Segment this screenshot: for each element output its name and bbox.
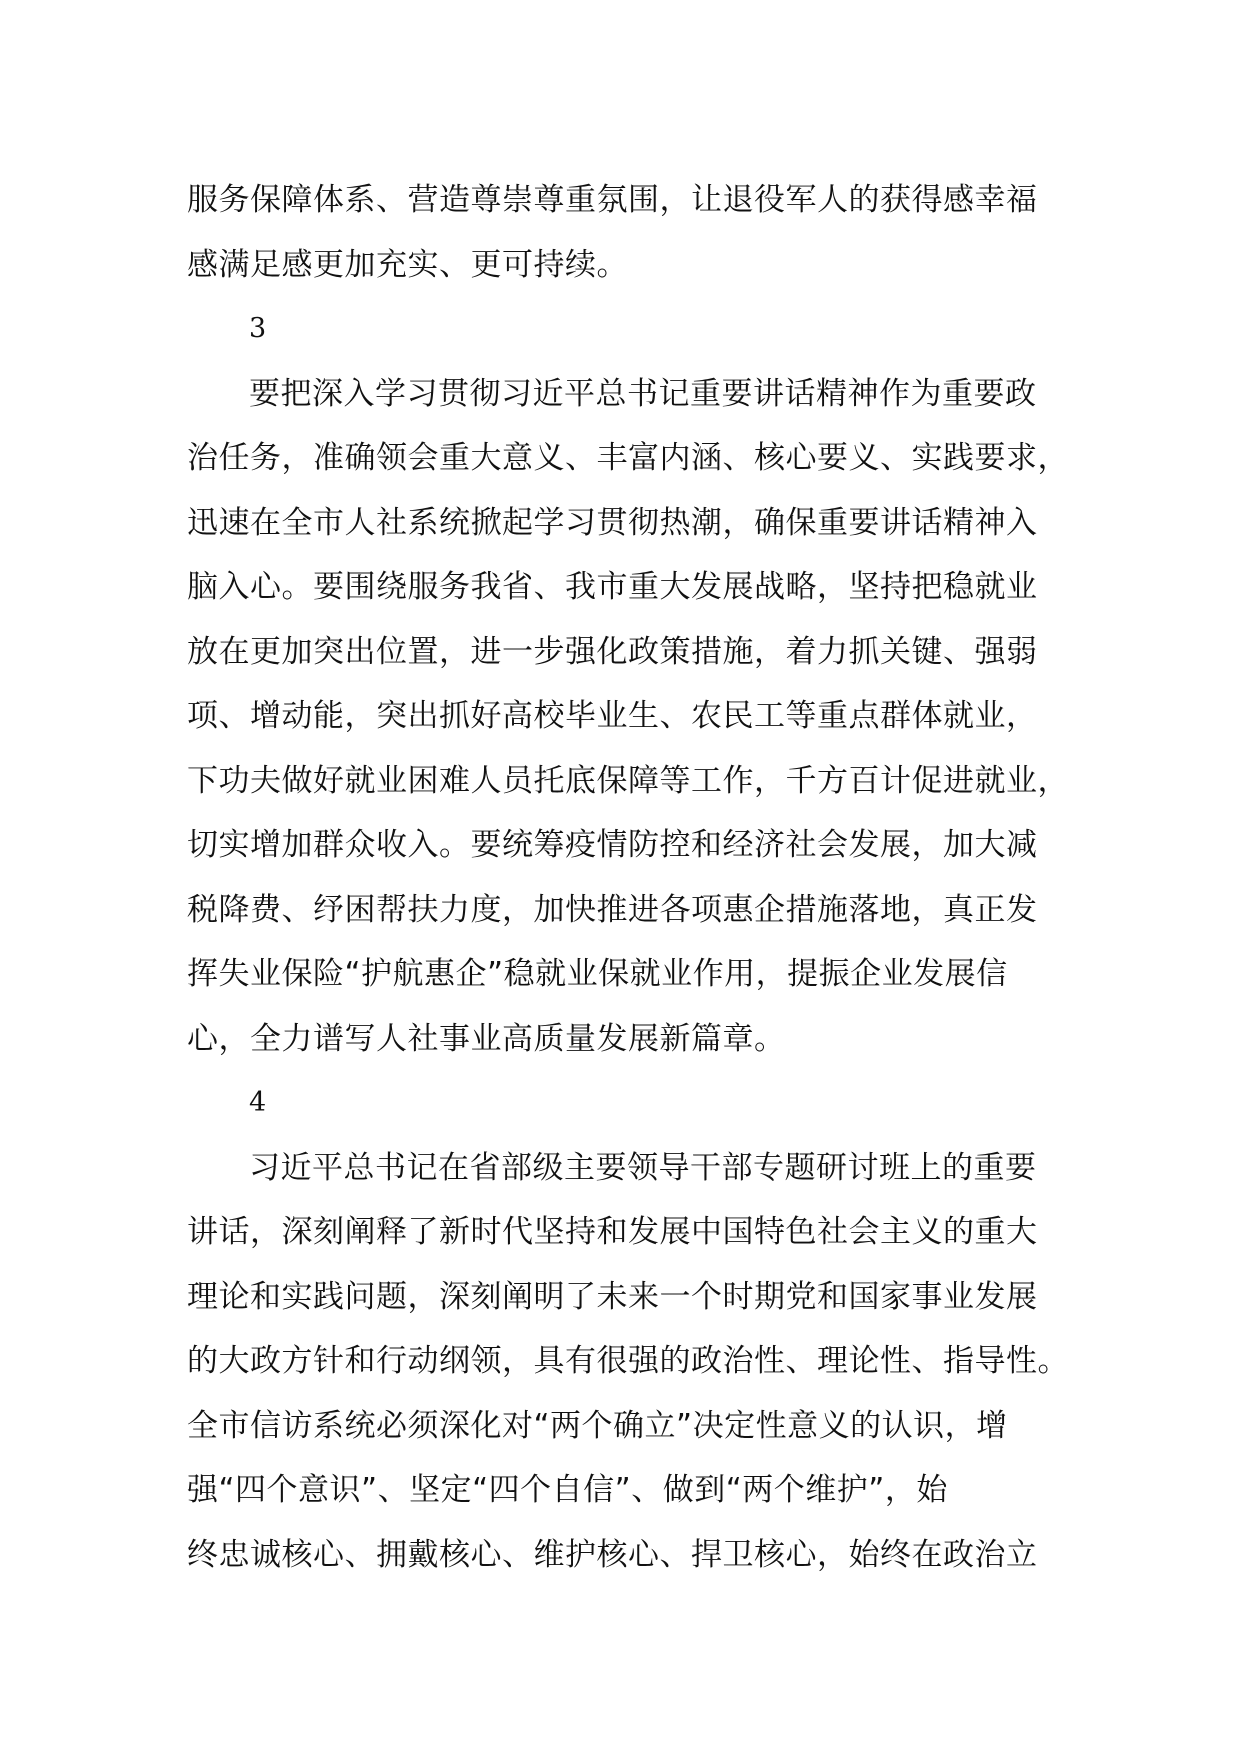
text-line: 要把深入学习贯彻习近平总书记重要讲话精神作为重要政 (249, 375, 1037, 412)
text-line: 讲话，深刻阐释了新时代坚持和发展中国特色社会主义的重大 (187, 1214, 1038, 1250)
text-line: 习近平总书记在省部级主要领导干部专题研讨班上的重要 (249, 1149, 1037, 1186)
text-line: 放在更加突出位置，进一步强化政策措施，着力抓关键、强弱 (187, 633, 1038, 670)
text-line: 服务保障体系、营造尊崇尊重氛围，让退役军人的获得感幸福 (187, 182, 1038, 218)
section-number: 4 (249, 1087, 267, 1118)
text-line: 脑入心。要围绕服务我省、我市重大发展战略，坚持把稳就业 (187, 569, 1038, 605)
text-line: 全市信访系统必须深化对“两个确立”决定性意义的认识，增 (187, 1407, 1008, 1444)
text-line: 强“四个意识”、坚定“四个自信”、做到“两个维护”，始 (187, 1472, 948, 1508)
text-line: 税降费、纾困帮扶力度，加快推进各项惠企措施落地，真正发 (187, 891, 1038, 928)
text-line: 迅速在全市人社系统掀起学习贯彻热潮，确保重要讲话精神入 (187, 504, 1038, 541)
text-line: 心，全力谱写人社事业高质量发展新篇章。 (187, 1020, 786, 1057)
text-line: 项、增动能，突出抓好高校毕业生、农民工等重点群体就业， (187, 698, 1038, 734)
text-line: 下功夫做好就业困难人员托底保障等工作，千方百计促进就业， (187, 762, 1069, 799)
text-line: 终忠诚核心、拥戴核心、维护核心、捍卫核心，始终在政治立 (187, 1536, 1038, 1573)
text-line: 感满足感更加充实、更可持续。 (187, 246, 628, 283)
section-number: 3 (249, 313, 267, 344)
text-line: 的大政方针和行动纲领，具有很强的政治性、理论性、指导性。 (187, 1343, 1069, 1379)
text-line: 挥失业保险“护航惠企”稳就业保就业作用，提振企业发展信 (187, 956, 1008, 992)
text-line: 理论和实践问题，深刻阐明了未来一个时期党和国家事业发展 (187, 1278, 1038, 1315)
text-line: 治任务，准确领会重大意义、丰富内涵、核心要义、实践要求， (187, 440, 1069, 476)
body-text (187, 168, 1067, 1587)
text-line: 切实增加群众收入。要统筹疫情防控和经济社会发展，加大减 (187, 827, 1038, 863)
